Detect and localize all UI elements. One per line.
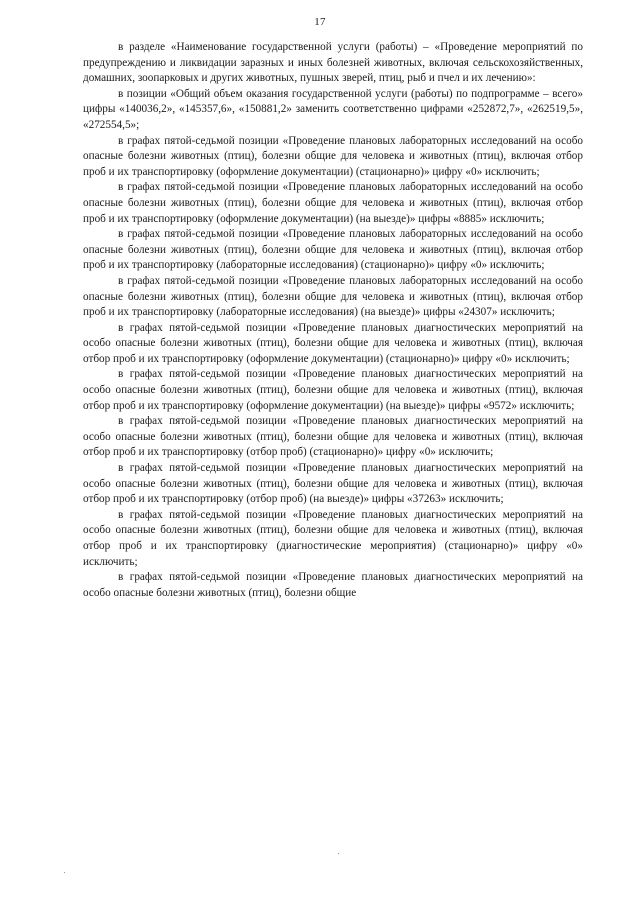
paragraph-total-volume: в позиции «Общий объем оказания государственной услуги (работы) по подпрограмме – всего» цифры «140036,2», «145357,6», «150881,2» заменить соответственно цифрами «252872,7», «262519,5», «272554,5»; bbox=[83, 87, 583, 131]
page-number: 17 bbox=[314, 16, 326, 28]
paragraph-diag-sampling-stationary: в графах пятой-седьмой позиции «Проведение плановых диагностических мероприятий на особо опасные болезни животных (птиц), болезни общие для человека и животных (птиц), включая отбор проб и их транспортировку (отбор проб) (стационарно)» цифру «0» исключить; bbox=[83, 415, 583, 459]
paragraph-diag-sampling-onsite: в графах пятой-седьмой позиции «Проведение плановых диагностических мероприятий на особо опасные болезни животных (птиц), болезни общие для человека и животных (птиц), включая отбор проб и их транспортировку (отбор проб) (на выезде)» цифры «37263» исключить; bbox=[83, 462, 583, 506]
paragraph-lab-research-stationary: в графах пятой-седьмой позиции «Проведение плановых лабораторных исследований на особо опасные болезни животных (птиц), болезни общие для человека и животных (птиц), включая отбор проб и их транспортировку (лабораторные исследования) (стационарно)» цифру «0» исключить; bbox=[83, 228, 583, 272]
scan-speck bbox=[338, 853, 339, 854]
paragraph-lab-docs-onsite: в графах пятой-седьмой позиции «Проведение плановых лабораторных исследований на особо опасные болезни животных (птиц), болезни общие для человека и животных (птиц), включая отбор проб и их транспортировку (оформление документации) (на выезде)» цифры «8885» исключить; bbox=[83, 181, 583, 225]
paragraph-diag-measures-onsite-partial: в графах пятой-седьмой позиции «Проведение плановых диагностических мероприятий на особо опасные болезни животных (птиц), болезни общие bbox=[83, 571, 583, 599]
paragraph-lab-research-onsite: в графах пятой-седьмой позиции «Проведение плановых лабораторных исследований на особо опасные болезни животных (птиц), болезни общие для человека и животных (птиц), включая отбор проб и их транспортировку (лабораторные исследования) (на выезде)» цифры «24307» исключить; bbox=[83, 274, 583, 319]
document-body bbox=[83, 40, 583, 601]
paragraph-lab-docs-stationary: в графах пятой-седьмой позиции «Проведение плановых лабораторных исследований на особо опасные болезни животных (птиц), болезни общие для человека и животных (птиц), включая отбор проб и их транспортировку (оформление документации) (стационарно)» цифру «0» исключить; bbox=[83, 134, 583, 178]
paragraph-diag-docs-onsite: в графах пятой-седьмой позиции «Проведение плановых диагностических мероприятий на особо опасные болезни животных (птиц), болезни общие для человека и животных (птиц), включая отбор проб и их транспортировку (оформление документации) (на выезде)» цифры «9572» исключить; bbox=[83, 368, 583, 412]
paragraph-section-heading: в разделе «Наименование государственной услуги (работы) – «Проведение мероприятий по предупреждению и ликвидации заразных и иных болезней животных, включая сельскохозяйственных, домашних, зоопарковых и других животных, пушных зверей, птиц, рыб и пчел и их лечению»: bbox=[83, 41, 583, 85]
paragraph-diag-measures-stationary: в графах пятой-седьмой позиции «Проведение плановых диагностических мероприятий на особо опасные болезни животных (птиц), болезни общие для человека и животных (птиц), включая отбор проб и их транспортировку (диагностические мероприятия) (стационарно)» цифру «0» исключить; bbox=[83, 508, 583, 568]
scan-speck bbox=[64, 872, 65, 873]
paragraph-diag-docs-stationary: в графах пятой-седьмой позиции «Проведение плановых диагностических мероприятий на особо опасные болезни животных (птиц), болезни общие для человека и животных (птиц), включая отбор проб и их транспортировку (оформление документации) (стационарно)» цифру «0» исключить; bbox=[83, 321, 583, 365]
